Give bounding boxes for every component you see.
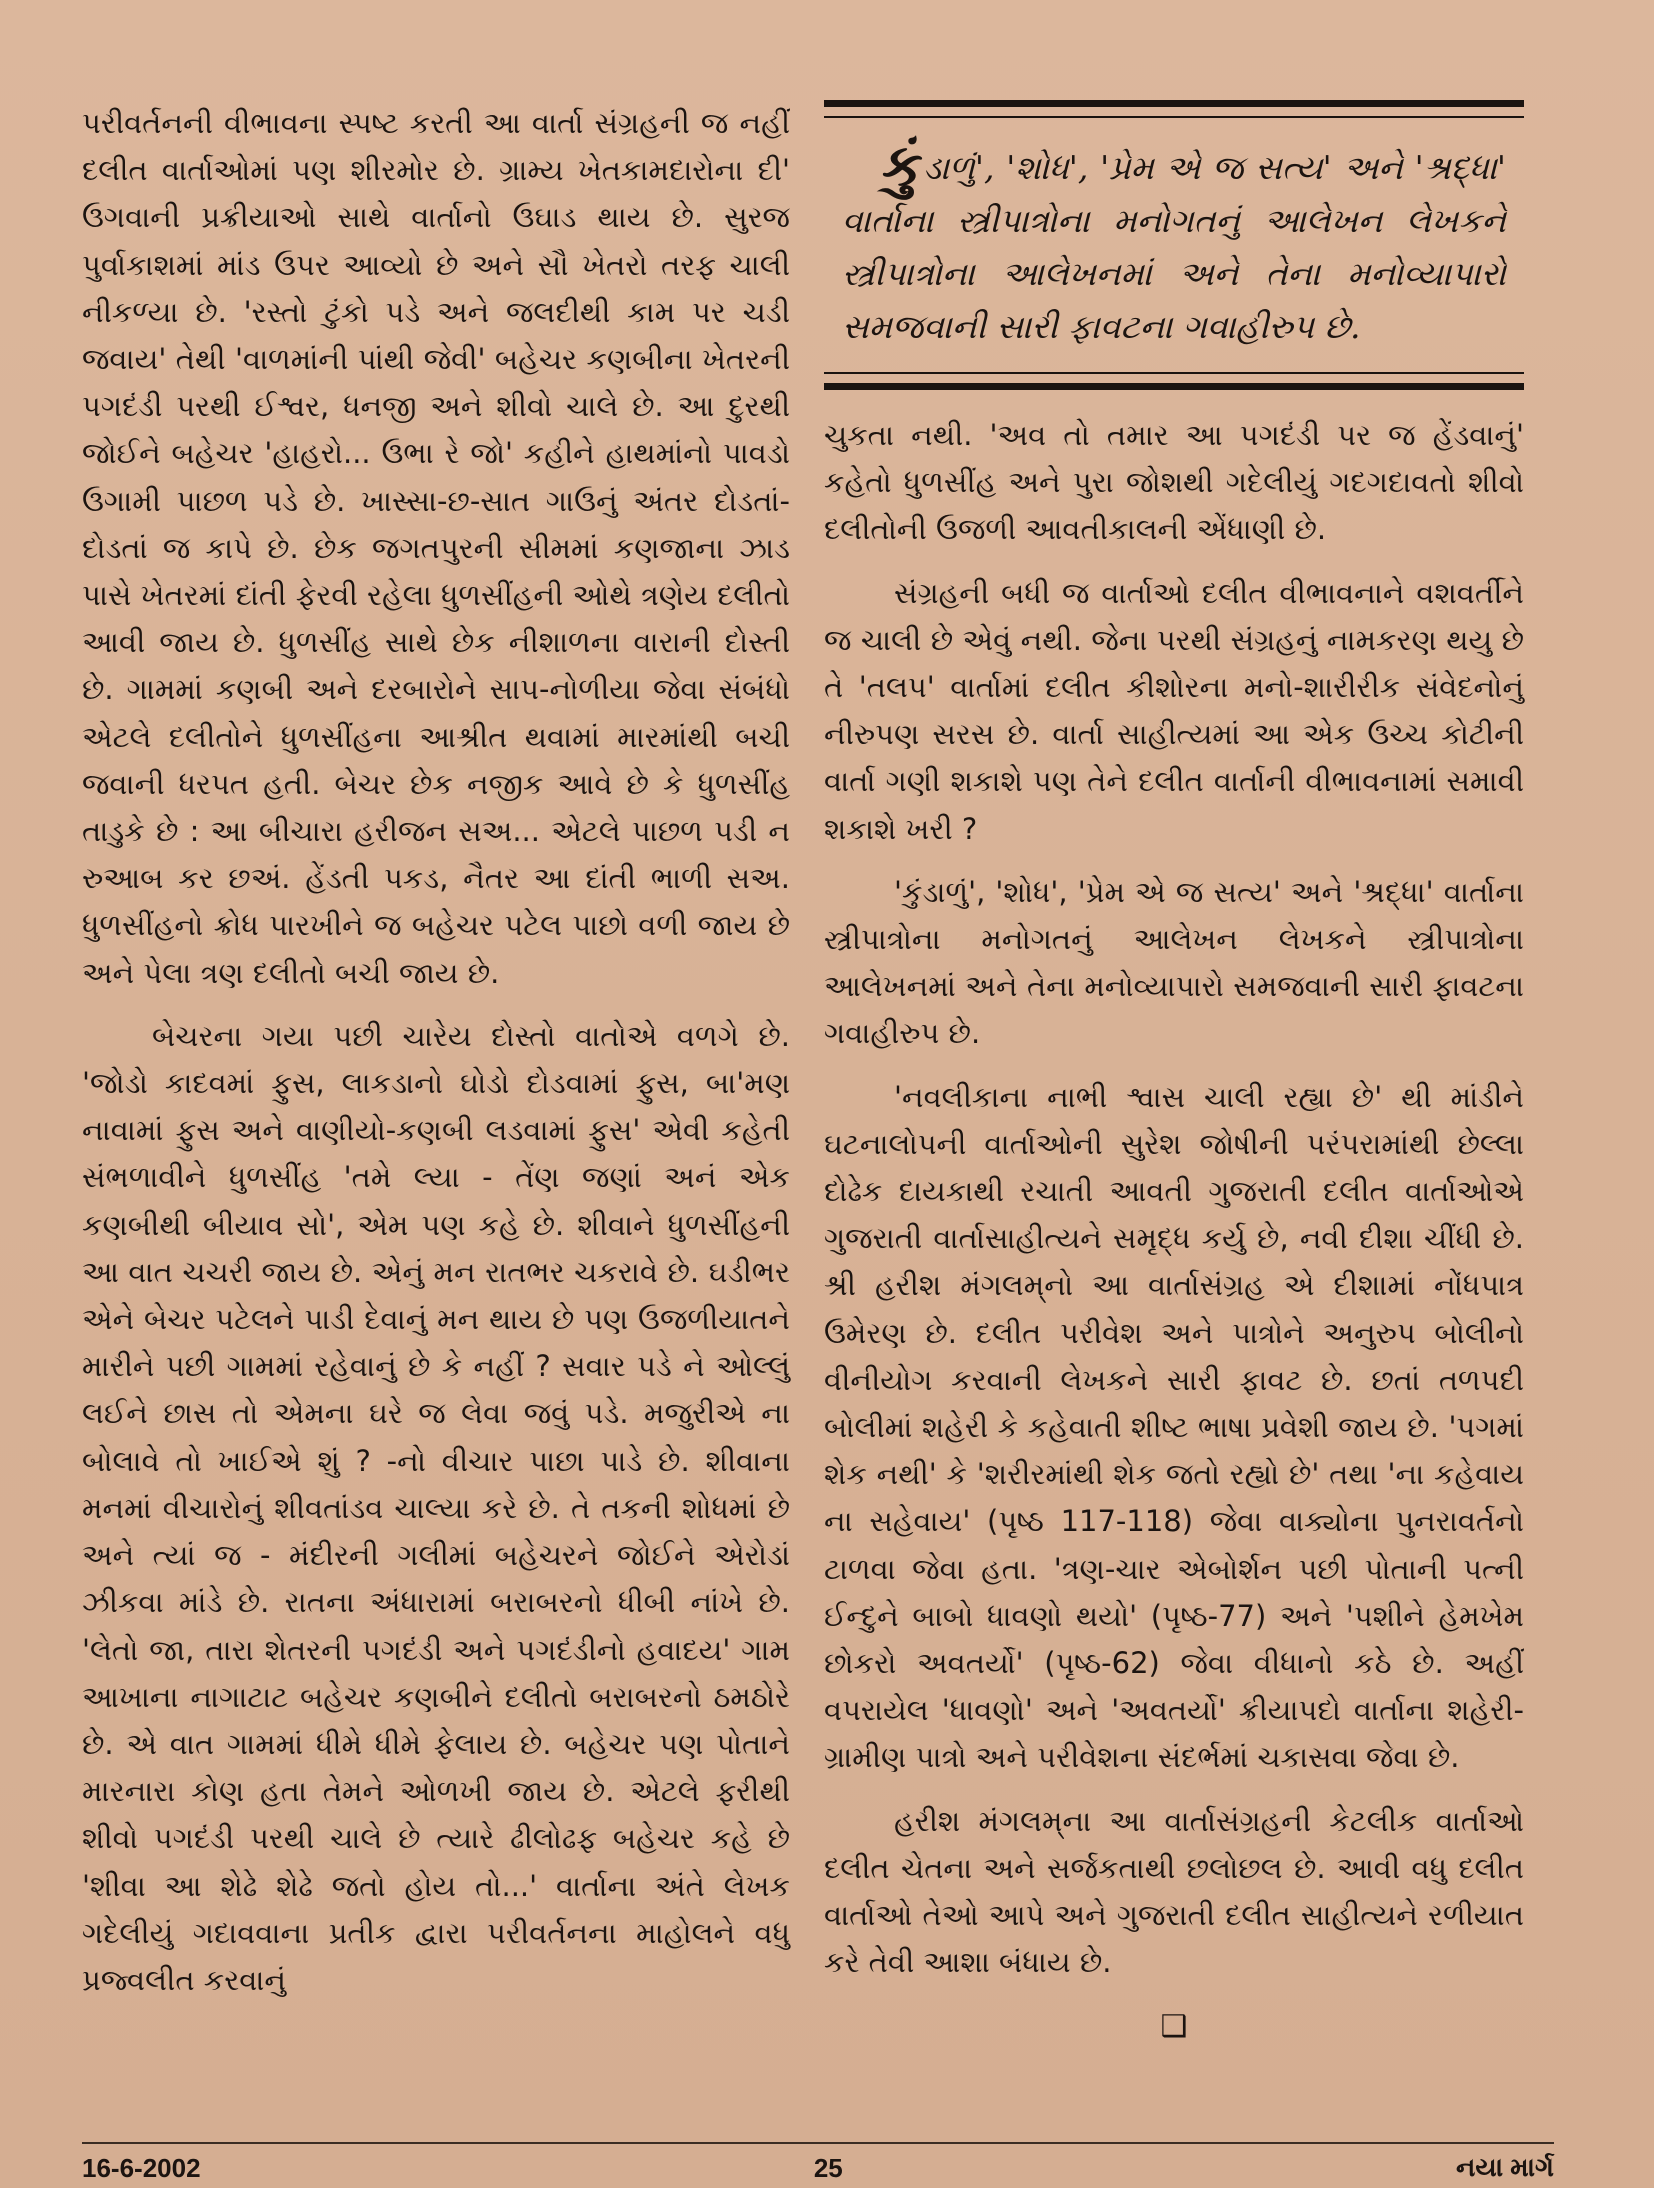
right-paragraph-2: સંગ્રહની બધી જ વાર્તાઓ દલીત વીભાવનાને વશવર્તીને જ ચાલી છે એવું નથી. જેના પરથી સંગ્રહનું નામકરણ થયુ છે તે 'તલપ' વાર્તામાં દલીત કીશોરના મનો-શારીરીક સંવેદનોનું નીરુપણ સરસ છે. વાર્તા સાહીત્યમાં આ એક ઉચ્ચ કોટીની વાર્તા ગણી શકાશે પણ તેને દલીત વાર્તાની વીભાવનામાં સમાવી શકાશે ખરી ?	[824, 575, 1524, 846]
pull-quote-text: ડાળું', 'શોધ', 'પ્રેમ એ જ સત્ય' અને 'શ્રદ્ધા' વાર્તાના સ્ત્રીપાત્રોના મનોગતનું આલેખન લેખકને સ્ત્રીપાત્રોના આલેખનમાં અને તેના મનોવ્યાપારો સમજવાની સારી ફાવટના ગવાહીરુપ છે.	[842, 148, 1506, 346]
pull-quote-lead-glyph: કું	[882, 131, 923, 199]
right-paragraph-1: ચુકતા નથી. 'અવ તો તમાર આ પગદંડી પર જ હેંડવાનું' કહેતો ધુળસીંહ અને પુરા જોશથી ગદેલીયું ગદગદાવતો શીવો દલીતોની ઉજળી આવતીકાલની એંધાણી છે.	[824, 418, 1524, 547]
pull-quote-text-block	[842, 131, 1506, 353]
right-column	[824, 100, 1524, 2050]
footer-page-number: 25	[813, 2152, 843, 2183]
right-paragraph-3: 'કુંડાળું', 'શોધ', 'પ્રેમ એ જ સત્ય' અને 'શ્રદ્ધા' વાર્તાના સ્ત્રીપાત્રોના મનોગતનું આલેખન લેખકને સ્ત્રીપાત્રોના આલેખનમાં અને તેના મનોવ્યાપારો સમજવાની સારી ફાવટના ગવાહીરુપ છે.	[824, 874, 1524, 1051]
left-column	[82, 100, 790, 2020]
footer-publication: નયા માર્ગ	[1456, 2152, 1554, 2182]
left-paragraph-2: બેચરના ગયા પછી ચારેય દોસ્તો વાતોએ વળગે છે. 'જોડો કાદવમાં ફુસ, લાકડાનો ઘોડો દોડવામાં ફુસ, બા'મણ નાવામાં ફુસ અને વાણીયો-કણબી લડવામાં ફુસ' એવી કહેતી સંભળાવીને ધુળસીંહ 'તમે લ્યા - તેંણ જણાં અનં એક કણબીથી બીયાવ સો', એમ પણ કહે છે. શીવાને ધુળસીંહની આ વાત ચચરી જાય છે. એનું મન રાતભર ચકરાવે છે. ઘડીભર એને બેચર પટેલને પાડી દેવાનું મન થાય છે પણ ઉજળીયાતને મારીને પછી ગામમાં રહેવાનું છે કે નહીં ? સવાર પડે ને ઓલ્લું લઈને છાસ તો એમના ઘરે જ લેવા જવું પડે. મજુરીએ ના બોલાવે તો ખાઈએ શું ? -નો વીચાર પાછા પાડે છે. શીવાના મનમાં વીચારોનું શીવતાંડવ ચાલ્યા કરે છે. તે તકની શોધમાં છે અને ત્યાં જ - મંદીરની ગલીમાં બહેચરને જોઈને એરોડાં ઝીકવા માંડે છે. રાતના અંધારામાં બરાબરનો ધીબી નાંખે છે. 'લેતો જા, તારા શેતરની પગદંડી અને પગદંડીનો હવાદય' ગામ આખાના નાગાટાટ બહેચર કણબીને દલીતો બરાબરનો ઠમઠોરે છે. એ વાત ગામમાં ધીમે ધીમે ફેલાય છે. બહેચર પણ પોતાને મારનારા કોણ હતા તેમને ઓળખી જાય છે. એટલે ફરીથી શીવો પગદંડી પરથી ચાલે છે ત્યારે ઢીલોઢફ બહેચર કહે છે 'શીવા આ શેઢે શેઢે જતો હોય તો...' વાર્તાના અંતે લેખક ગદેલીયું ગદાવવાના પ્રતીક દ્વારા પરીવર્તનના માહોલને વધુ પ્રજ્વલીત કરવાનું	[82, 1018, 790, 1997]
end-of-article-icon: ❑	[1160, 2008, 1188, 2044]
page-footer	[82, 2152, 1554, 2184]
footer-date: 16-6-2002	[82, 2152, 201, 2183]
pull-quote	[824, 100, 1524, 390]
footer-rule	[82, 2142, 1554, 2144]
left-paragraph-1: પરીવર્તનની વીભાવના સ્પષ્ટ કરતી આ વાર્તા સંગ્રહની જ નહીં દલીત વાર્તાઓમાં પણ શીરમોર છે. ગ્રામ્ય ખેતકામદારોના દી' ઉગવાની પ્રક્રીયાઓ સાથે વાર્તાનો ઉઘાડ થાય છે. સુરજ પુર્વાકાશમાં માંડ ઉપર આવ્યો છે અને સૌ ખેતરો તરફ ચાલી નીકળ્યા છે. 'રસ્તો ટુંકો પડે અને જલદીથી કામ પર ચડી જવાય' તેથી 'વાળમાંની પાંથી જેવી' બહેચર કણબીના ખેતરની પગદંડી પરથી ઈશ્વર, ધનજી અને શીવો ચાલે છે. આ દુરથી જોઈને બહેચર 'હાહરો... ઉભા રે જો' કહીને હાથમાંનો પાવડો ઉગામી પાછળ પડે છે. ખાસ્સા-છ-સાત ગાઉનું અંતર દોડતાં-દોડતાં જ કાપે છે. છેક જગતપુરની સીમમાં કણજાના ઝાડ પાસે ખેતરમાં દાંતી ફેરવી રહેલા ધુળસીંહની ઓથે ત્રણેય દલીતો આવી જાય છે. ધુળસીંહ સાથે છેક નીશાળના વારાની દોસ્તી છે. ગામમાં કણબી અને દરબારોને સાપ-નોળીયા જેવા સંબંધો એટલે દલીતોને ધુળસીંહના આશ્રીત થવામાં મારમાંથી બચી જવાની ધરપત હતી. બેચર છેક નજીક આવે છે કે ધુળસીંહ તાડુકે છે : આ બીચારા હરીજન સઅ... એટલે પાછળ પડી ન રુઆબ કર છઅં. હેંડતી પકડ, નૈતર આ દાંતી ભાળી સઅ. ધુળસીંહનો ક્રોધ પારખીને જ બહેચર પટેલ પાછો વળી જાય છે અને પેલા ત્રણ દલીતો બચી જાય છે.	[82, 106, 790, 990]
right-paragraph-4: 'નવલીકાના નાભી શ્વાસ ચાલી રહ્યા છે' થી માંડીને ઘટનાલોપની વાર્તાઓની સુરેશ જોષીની પરંપરામાંથી છેલ્લા દોઢેક દાયકાથી રચાતી આવતી ગુજરાતી દલીત વાર્તાઓએ ગુજરાતી વાર્તાસાહીત્યને સમૃદ્ધ કર્યુ છે, નવી દીશા ચીંધી છે. શ્રી હરીશ મંગલમ્‌નો આ વાર્તાસંગ્રહ એ દીશામાં નોંધપાત્ર ઉમેરણ છે. દલીત પરીવેશ અને પાત્રોને અનુરુપ બોલીનો વીનીયોગ કરવાની લેખકને સારી ફાવટ છે. છતાં તળપદી બોલીમાં શહેરી કે કહેવાતી શીષ્ટ ભાષા પ્રવેશી જાય છે. 'પગમાં શેક નથી' કે 'શરીરમાંથી શેક જતો રહ્યો છે' તથા 'ના કહેવાય ના સહેવાય' (પૃષ્ઠ 117-118) જેવા વાક્યોના પુનરાવર્તનો ટાળવા જેવા હતા. 'ત્રણ-ચાર એબોર્શન પછી પોતાની પત્ની ઈન્દુને બાબો ધાવણો થયો' (પૃષ્ઠ-77) અને 'પશીને હેમખેમ છોકરો અવતર્યો' (પૃષ્ઠ-62) જેવા વીધાનો કઠે છે. અહીં વપરાયેલ 'ધાવણો' અને 'અવતર્યો' ક્રીયાપદો વાર્તાના શહેરી-ગ્રામીણ પાત્રો અને પરીવેશના સંદર્ભમાં ચકાસવા જેવા છે.	[824, 1079, 1524, 1775]
right-paragraph-5: હરીશ મંગલમ્‌ના આ વાર્તાસંગ્રહની કેટલીક વાર્તાઓ દલીત ચેતના અને સર્જકતાથી છલોછલ છે. આવી વધુ દલીત વાર્તાઓ તેઓ આપે અને ગુજરાતી દલીત સાહીત્યને રળીયાત કરે તેવી આશા બંધાય છે.	[824, 1803, 1524, 1980]
